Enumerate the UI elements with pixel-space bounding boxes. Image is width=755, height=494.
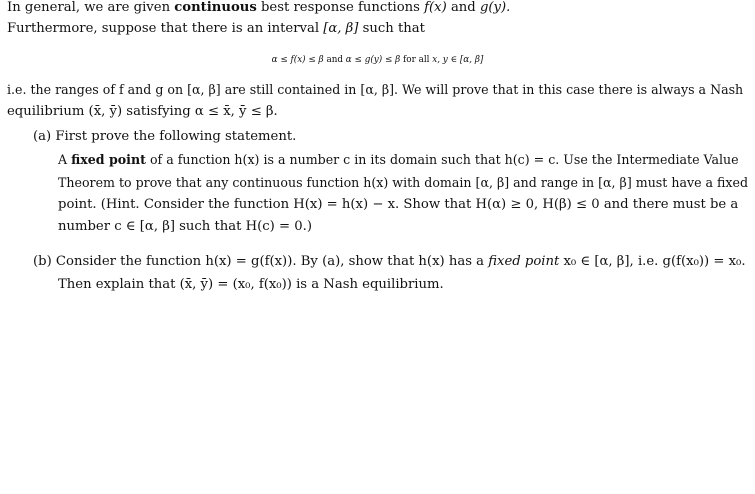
math-g: g(y). [479,0,511,15]
paragraph-line-2: equilibrium (x̄, ȳ) satisfying α ≤ x̄, ȳ ≤ β. [7,104,278,119]
part-a-heading: (a) First prove the following statement. [33,129,297,144]
part-a-line-2: Theorem to prove that any continuous function h(x) with domain [α, β] and range in [α, β] must have a fixed [58,175,749,190]
math-interval: [α, β] [323,21,359,36]
intro-text: In general, we are given [7,0,175,15]
part-b-text: x₀ ∈ [α, β], i.e. g(f(x₀)) = x₀. [559,254,746,269]
emphasis-fixed-point: fixed point [71,152,146,167]
part-a-text: A [58,152,72,167]
math-f: f(x) [424,0,447,15]
intro-line-2 [7,21,425,37]
part-a-text: of a function h(x) is a number c in its domain such that h(c) = c. Use the Intermediate Value [145,152,739,167]
part-b-line-2: Then explain that (x̄, ȳ) = (x₀, f(x₀)) is a Nash equilibrium. [58,277,444,292]
intro-text: Furthermore, suppose that there is an interval [7,21,324,36]
intro-text: best response functions [256,0,425,15]
part-a-line-4: number c ∈ [α, β] such that H(c) = 0.) [58,219,312,234]
part-b-line-1 [33,254,746,270]
intro-text: and [446,0,480,15]
emphasis-continuous: continuous [174,0,257,15]
part-b-text: (b) Consider the function h(x) = g(f(x)). By (a), show that h(x) has a [33,254,489,269]
part-a-line-3: point. (Hint. Consider the function H(x) = h(x) − x. Show that H(α) ≥ 0, H(β) ≤ 0 and there must be a [58,197,739,212]
intro-line-1 [7,0,510,16]
display-connector: for all [400,55,433,65]
math-domain: x, y ∈ [α, β] [432,55,484,65]
display-equation [0,52,755,68]
paragraph-line-1: i.e. the ranges of f and g on [α, β] are still contained in [α, β]. We will prove that in this case there is always a Nash [7,82,744,97]
part-a-line-1 [58,152,739,168]
math-g-bounds: α ≤ g(y) ≤ β [345,55,401,65]
intro-text: such that [358,21,425,36]
math-f-bounds: α ≤ f(x) ≤ β [271,55,324,65]
display-connector: and [323,55,346,65]
emphasis-fixed-point-b: fixed point [488,254,560,269]
